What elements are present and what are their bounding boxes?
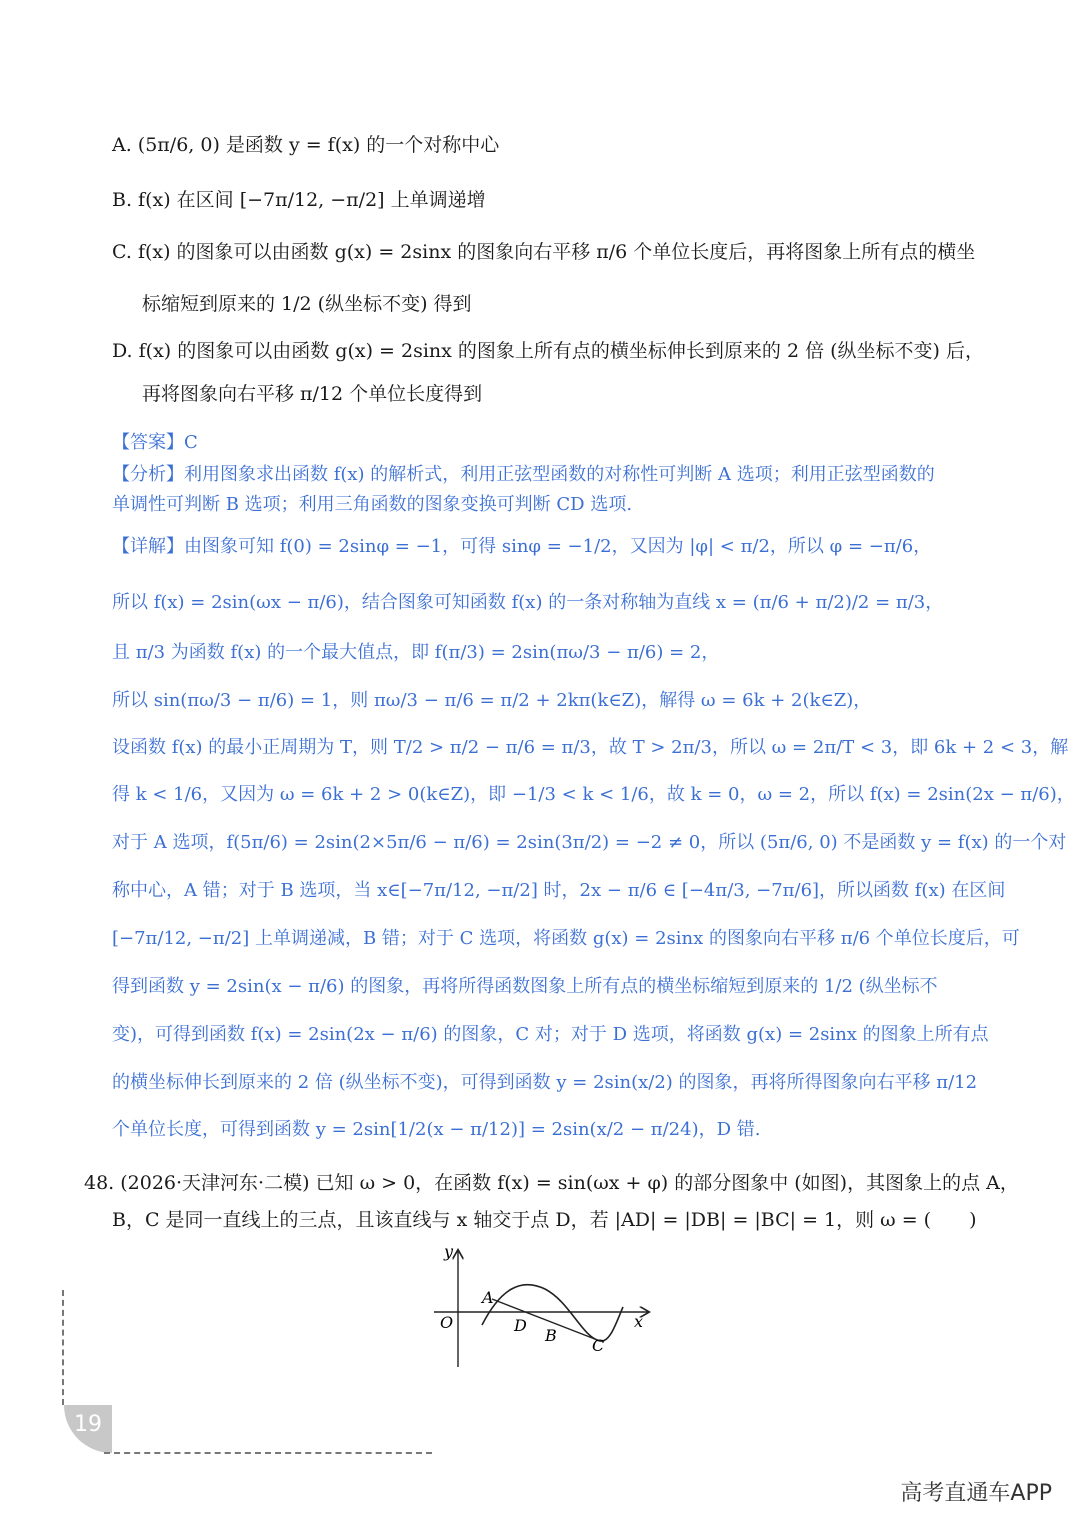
point-a-label: A bbox=[482, 1288, 494, 1307]
solution-line-9: [−7π/12, −π/2] 上单调递减，B 错；对于 C 选项，将函数 g(x) = 2sinx 的图象向右平移 π/6 个单位长度后，可 bbox=[112, 928, 1020, 949]
point-d-label: D bbox=[514, 1316, 527, 1335]
question-48-line-1: 48. (2026·天津河东·二模) 已知 ω > 0，在函数 f(x) = sin(ωx + φ) 的部分图象中 (如图)，其图象上的点 A， bbox=[84, 1172, 1019, 1194]
option-b: B. f(x) 在区间 [−7π/12, −π/2] 上单调递增 bbox=[112, 189, 486, 211]
page-number: 19 bbox=[74, 1412, 102, 1437]
analysis-line-2: 单调性可判断 B 选项；利用三角函数的图象变换可判断 CD 选项. bbox=[112, 494, 633, 515]
option-d: D. f(x) 的图象可以由函数 g(x) = 2sinx 的图象上所有点的横坐标伸长到原来的 2 倍 (纵坐标不变) 后， bbox=[112, 340, 984, 362]
origin-label: O bbox=[440, 1313, 454, 1332]
watermark-text: 高考直通车APP bbox=[900, 1481, 1052, 1506]
point-b-label: B bbox=[545, 1326, 557, 1345]
option-a: A. (5π/6, 0) 是函数 y = f(x) 的一个对称中心 bbox=[112, 134, 500, 156]
question-48-line-2: B，C 是同一直线上的三点，且该直线与 x 轴交于点 D，若 |AD| = |DB| = |BC| = 1，则 ω = ( ) bbox=[112, 1209, 977, 1231]
solution-line-7: 对于 A 选项，f(5π/6) = 2sin(2×5π/6 − π/6) = 2sin(3π/2) = −2 ≠ 0，所以 (5π/6, 0) 不是函数 y = f(x) 的一个对 bbox=[112, 832, 1067, 853]
solution-line-3: 且 π/3 为函数 f(x) 的一个最大值点，即 f(π/3) = 2sin(πω/3 − π/6) = 2， bbox=[112, 642, 720, 663]
page-corner-dashes-vertical bbox=[62, 1290, 64, 1405]
option-d-continued: 再将图象向右平移 π/12 个单位长度得到 bbox=[142, 383, 483, 405]
solution-line-6: 得 k < 1/6，又因为 ω = 6k + 2 > 0(k∈Z)，即 −1/3 < k < 1/6，故 k = 0，ω = 2，所以 f(x) = 2sin(2x − π/6)， bbox=[112, 784, 1075, 805]
solution-line-2: 所以 f(x) = 2sin(ωx − π/6)，结合图象可知函数 f(x) 的一条对称轴为直线 x = (π/6 + π/2)/2 = π/3， bbox=[112, 592, 944, 613]
solution-line-5: 设函数 f(x) 的最小正周期为 T，则 T/2 > π/2 − π/6 = π/3，故 T > 2π/3，所以 ω = 2π/T < 3，即 6k + 2 < 3，解 bbox=[112, 737, 1069, 758]
solution-line-12: 的横坐标伸长到原来的 2 倍 (纵坐标不变)，可得到函数 y = 2sin(x/2) 的图象，再将所得图象向右平移 π/12 bbox=[112, 1072, 978, 1093]
answer-line: 【答案】C bbox=[112, 432, 198, 453]
x-axis-label: x bbox=[634, 1312, 644, 1331]
solution-line-8: 称中心，A 错；对于 B 选项，当 x∈[−7π/12, −π/2] 时，2x − π/6 ∈ [−4π/3, −7π/6]，所以函数 f(x) 在区间 bbox=[112, 880, 1006, 901]
option-c-continued: 标缩短到原来的 1/2 (纵坐标不变) 得到 bbox=[142, 293, 472, 315]
analysis-line-1: 【分析】利用图象求出函数 f(x) 的解析式，利用正弦型函数的对称性可判断 A 选项；利用正弦型函数的 bbox=[112, 464, 935, 485]
solution-line-13: 个单位长度，可得到函数 y = 2sin[1/2(x − π/12)] = 2sin(x/2 − π/24)，D 错. bbox=[112, 1119, 761, 1140]
solution-line-11: 变)，可得到函数 f(x) = 2sin(2x − π/6) 的图象，C 对；对于 D 选项，将函数 g(x) = 2sinx 的图象上所有点 bbox=[112, 1024, 989, 1045]
solution-line-1: 【详解】由图象可知 f(0) = 2sinφ = −1，可得 sinφ = −1/2，又因为 |φ| < π/2，所以 φ = −π/6， bbox=[112, 536, 932, 557]
page-corner-dashes-horizontal bbox=[104, 1452, 432, 1454]
function-graph-figure bbox=[420, 1245, 660, 1380]
y-axis-label: y bbox=[444, 1245, 454, 1261]
point-c-label: C bbox=[592, 1336, 605, 1355]
solution-line-4: 所以 sin(πω/3 − π/6) = 1，则 πω/3 − π/6 = π/2 + 2kπ(k∈Z)，解得 ω = 6k + 2(k∈Z)， bbox=[112, 690, 872, 711]
solution-line-10: 得到函数 y = 2sin(x − π/6) 的图象，再将所得函数图象上所有点的横坐标缩短到原来的 1/2 (纵坐标不 bbox=[112, 976, 938, 997]
option-c: C. f(x) 的图象可以由函数 g(x) = 2sinx 的图象向右平移 π/6 个单位长度后，再将图象上所有点的横坐 bbox=[112, 241, 976, 263]
